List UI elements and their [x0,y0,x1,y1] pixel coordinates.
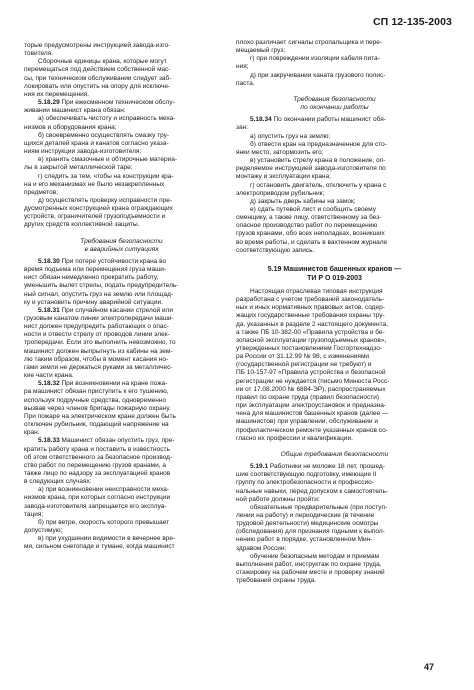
text-line [236,463,433,471]
line-text: Работники не моложе 18 лет, прошед- [268,463,385,471]
line-text: ПБ 10-157-97 «Правила устройства и безопасной [236,369,386,377]
clause-number: 5.18.33 [38,437,60,445]
text-line [236,410,433,418]
right-column [236,39,433,585]
text-line [24,42,219,50]
line-text: щихся деталей крана и канатов согласно указа- [24,139,169,147]
text-line [24,454,219,462]
text-line [24,494,219,502]
text-line [24,140,219,148]
subsection-title [24,238,219,246]
text-line [24,486,219,494]
text-line [236,198,433,206]
text-line [236,386,433,394]
line-text: янки место, затормозить его; [236,148,324,156]
text-line [236,182,433,190]
line-text: при эксплуатации электроустановок и предназна- [236,402,387,410]
line-text: Общие требования безопасности [280,450,389,458]
text-line [24,164,219,172]
line-text: тация; [24,510,44,518]
line-text: При возникновении на кране пожа- [59,380,168,388]
line-text: мещаемый груз; [236,47,286,55]
line-text: сменщику, а также лицу, ответственному за без- [236,214,382,222]
line-text: шие соответствующую подготовку, имеющие II [236,471,377,479]
text-line [236,337,433,345]
line-text: ной работе должны пройти: [236,495,320,503]
line-text: перемещаться под действием собственной мас- [24,66,171,74]
text-line [236,63,433,71]
text-line [24,478,219,486]
text-line [236,361,433,369]
line-text: здравом России; [236,544,287,552]
text-line [236,427,433,435]
text-line [236,288,433,296]
text-line [236,504,433,512]
text-line [24,181,219,189]
line-text: Настоящая отраслевая типовая инструкция [250,287,383,295]
text-line [236,353,433,361]
text-line [24,291,219,299]
text-line [24,503,219,511]
line-text: локировать или опустить на опору для исключе- [24,82,171,90]
line-text: ния; [236,63,249,71]
line-text: кратить работу крана и поставить в известность [24,445,170,453]
text-line [24,282,219,290]
text-line [236,214,433,222]
line-text: Требования безопасности [293,95,376,103]
line-text: д) при закручивании каната грузового полис- [250,71,386,79]
text-line [236,512,433,520]
text-line [236,116,433,124]
line-text: ку и установить причину аварийной ситуации. [24,298,163,306]
line-text: профилактическом ремонте указанных кранов со- [236,426,388,434]
line-text: плохо различает сигналы стропальщика и пере- [236,39,383,46]
text-line [236,304,433,312]
line-text: машинист должен выпрыгнуть из кабины на зем- [24,347,173,355]
line-text: гами земли не держаться руками за металличес- [24,363,173,371]
line-text: вызвав через членов бригады пожарную охрану. [24,404,171,412]
text-line [24,315,219,323]
text-line [24,413,219,421]
line-text: устройств, ограничителей грузоподъемности и [24,213,166,221]
line-text: грузовым канатом линии электропередачи маши- [24,315,174,322]
text-line [236,488,433,496]
text-line [24,307,219,315]
line-text: Машинист обязан опустить груз, пре- [59,437,175,445]
text-line [24,462,219,470]
line-text: При потере устойчивости крана во [59,257,167,265]
text-line [24,58,219,66]
text-line [236,569,433,577]
clause-number: 5.18.32 [38,380,60,388]
text-line [24,527,219,535]
line-text: требований охраны труда. [236,577,316,585]
text-line [24,535,219,543]
line-text: также лицо по надзору за эксплуатацией кранов [24,469,171,477]
line-text: обучение безопасным методам и приемам [250,552,379,560]
text-line [236,418,433,426]
line-text: отключен рубильник, подающий напряжение на [24,421,169,429]
text-line [236,173,433,181]
text-line [24,99,219,107]
line-text: е) сдать путевой лист и сообщить своему [250,205,376,213]
text-line [236,124,433,132]
line-text: низмов крана, при которых согласно инструкции [24,494,171,502]
text-line [24,519,219,527]
line-text: товителя. [24,50,54,58]
text-line [24,75,219,83]
text-line [236,528,433,536]
text-line [24,173,219,181]
text-line [236,239,433,247]
line-text: в) установить стрелу крана в положение, оп- [250,157,386,165]
line-text: регистрации не нуждается (письмо Минюста Росс- [236,377,390,385]
line-text: в следующих случаях: [24,478,92,486]
text-line [236,165,433,173]
line-text: зопасной эксплуатации грузоподъемных кранов», [236,336,387,344]
text-line [236,55,433,63]
line-text: да, указанных в разделе 2 настоящего документа, [236,320,388,328]
line-text: ния их перемещения. [24,90,90,98]
text-line [24,543,219,551]
text-line [236,39,433,47]
line-text: а также ПБ 10-382-00 «Правила устройства и бе- [236,328,385,336]
text-line [24,372,219,380]
text-line [236,435,433,443]
text-line [24,348,219,356]
line-text: г) остановить двигатель, отключить у крана с [250,181,387,189]
line-text: мя, сильном снегопаде и тумане, когда машинист [24,543,175,551]
line-text: б) при ветре, скорость которого превышает [38,518,170,526]
line-text: паста. [236,79,255,87]
text-line [236,394,433,402]
line-text: низмов и оборудования крана; [24,123,117,131]
line-text: машинистов) при управлении, обслуживании и [236,418,378,426]
line-text: уменьшить вылет стрелы, подать предупредитель- [24,282,179,290]
line-text: торые предусмотрены инструкцией завода-изго- [24,42,171,49]
line-text: гласно их профессии и квалификации. [236,434,353,442]
text-line [236,577,433,585]
line-text: а) при возникновении неисправности меха- [38,486,170,494]
line-text: сы, при техническом обслуживании следует заб- [24,74,172,82]
subsection-title [236,104,433,112]
text-line [24,421,219,429]
text-line [24,266,219,274]
line-text: грузов кранами, обо всех неполадках, возникших [236,230,385,238]
line-text: а) опустить груз на землю; [250,132,331,140]
line-text: При пожаре на электрическом кране должен быть [24,412,176,420]
line-text: предметов; [24,188,59,196]
line-text: электроприводом рубильник; [236,189,325,197]
text-line [236,133,433,141]
clause-number: 5.19.1 [250,463,269,471]
text-line [24,339,219,347]
line-text: При ежесменном техническом обслу- [59,99,175,107]
text-line [236,72,433,80]
line-text: тропередачи. Если это выполнить невозможно, то [24,339,176,347]
line-text: опасное производство работ по перемещению [236,222,378,230]
text-line [236,345,433,353]
line-text: правил по охране труда (правил безопасности) [236,393,380,401]
text-line [24,356,219,364]
text-line [24,299,219,307]
text-line [236,312,433,320]
line-text: утвержденных постановлением Госгортехнадзо- [236,345,383,352]
line-text: монтажу и эксплуатации крана; [236,173,331,181]
text-line [24,470,219,478]
text-line [24,50,219,58]
line-text: выполнения работ, инструктаж по охране труда, [236,560,382,568]
text-line [236,222,433,230]
line-text: ра машинист обязан приступить к его тушению, [24,388,169,396]
line-text: (государственной регистрации не требуют) и [236,361,372,369]
line-text: дусмотренных конструкцией крана ограждающих [24,205,173,213]
text-line [24,189,219,197]
text-line [24,205,219,213]
subsection-title [236,451,433,459]
text-line [24,429,219,437]
line-text: а) обеспечивать чистоту и исправность меха- [38,115,176,123]
clause-number: 5.18.29 [38,99,60,107]
text-line [236,206,433,214]
section-heading [236,274,433,283]
text-line [24,380,219,388]
text-line [24,446,219,454]
text-line [236,520,433,528]
text-line [24,323,219,331]
section-heading [236,265,433,274]
text-line [236,545,433,553]
line-text: трудовой деятельности) медицинские осмотры [236,520,379,528]
line-text: завода-изготовителя запрещается его эксплуа- [24,502,167,510]
line-text: д) осуществлять проверку исправности пре- [38,196,172,204]
text-line [236,80,433,88]
line-text: кие части крана. [24,372,74,380]
line-text: в аварийных ситуациях [84,245,159,253]
clause-number: 5.18.30 [38,257,60,265]
line-text: допустимую; [24,527,63,535]
left-column [24,42,219,552]
line-text: ТИ Р О 019-2003 [307,274,362,282]
text-line [236,190,433,198]
line-text: ределяемое инструкцией завода-изготовителя по [236,165,386,173]
text-line [236,247,433,255]
line-text: лении на работу) и периодические (в течение [236,511,375,519]
line-text: стажировку на рабочем месте и проверку знаний [236,569,385,577]
line-text: лы в закрытой металлической таре; [24,164,133,172]
line-text: Требования безопасности [80,237,163,245]
line-text: д) закрыть дверь кабины на замок; [250,197,356,205]
line-text: нальные навыки, перед допуском к самостоятель- [236,487,388,495]
line-text: на и его механизмах не было незакрепленных [24,180,165,188]
text-line [236,149,433,157]
text-line [24,331,219,339]
text-line [24,258,219,266]
line-text: жащих государственные требования охраны тру- [236,312,385,320]
line-text: ности и отвести стрелу от проводов линии элек- [24,331,170,339]
line-text: ный сигнал, опустить груз на землю или площад- [24,290,174,298]
line-text: Сборочные единицы крана, которые могут [38,58,167,66]
line-text: б) отвести кран на предназначенное для сто- [250,140,387,148]
text-line [24,397,219,405]
text-line [24,148,219,156]
text-line [236,329,433,337]
text-line [236,296,433,304]
text-line [236,141,433,149]
line-text: используя подручные средства, одновременно [24,396,167,404]
text-line [24,437,219,445]
text-line [24,115,219,123]
line-text: разработана с учетом требований законодатель- [236,296,385,304]
text-line [236,402,433,410]
text-line [24,91,219,99]
line-text: лю таким образом, чтобы в момент касания но- [24,355,169,363]
line-text: ии от 17.08.2000 № 6884-ЭР), распространяемых [236,385,386,393]
text-line [24,388,219,396]
text-line [24,511,219,519]
line-text: во время работы, и сделать в вахтенном журнале [236,238,388,246]
line-text: время подъема или перемещения груза маши- [24,266,167,274]
text-line [236,157,433,165]
text-line [24,405,219,413]
text-line [24,274,219,282]
line-text: г) следить за тем, чтобы на конструкции кра- [38,172,174,180]
text-line [236,536,433,544]
line-text: нист обязан немедленно прекратить работу, [24,274,159,282]
text-line [236,230,433,238]
line-text: ра России от 31.12.99 № 98, с изменениями [236,353,370,361]
line-text: По окончании работы машинист обя- [271,116,386,124]
line-text: кран. [24,429,40,437]
text-line [236,561,433,569]
text-line [24,66,219,74]
line-text: чена для машинистов башенных кранов (далее — [236,410,389,418]
line-text: ных и иных нормативных правовых актов, содер- [236,304,385,312]
line-text: в) хранить смазочные и обтирочные материа- [38,156,178,164]
line-text: группу по электробезопасности и профессио- [236,479,374,487]
line-text: по окончании работы [300,104,369,112]
text-line [24,107,219,115]
line-text: При случайном касании стрелой или [59,306,173,314]
text-line [236,471,433,479]
clause-number: 5.18.34 [250,116,272,124]
line-text: 5.19 Машинистов башенных кранов — [267,265,402,273]
text-line [236,47,433,55]
document-code: СП 12-135-2003 [373,16,452,28]
text-line [236,496,433,504]
line-text: соответствующую запись. [236,246,315,254]
text-line [236,479,433,487]
text-line [236,321,433,329]
line-text: обязательные предварительные (при поступ- [250,503,388,511]
text-line [24,156,219,164]
text-line [24,83,219,91]
line-text: живании машинист крана обязан: [24,107,126,115]
line-text: ниям инструкции завода-изготовителя; [24,148,142,156]
page-number: 47 [423,662,434,672]
text-line [24,213,219,221]
subsection-title [236,96,433,104]
line-text: (обследования) для признания годными к выпол- [236,528,385,536]
line-text: в) при ухудшении видимости в вечернее вре- [38,535,176,543]
line-text: ство работ по перемещению грузов кранами, а [24,461,166,469]
line-text: зан: [236,124,248,132]
clause-number: 5.18.31 [38,306,60,314]
text-line [236,553,433,561]
text-line [236,369,433,377]
text-line [24,124,219,132]
line-text: об этом ответственного за безопасное производ- [24,453,173,461]
line-text: других средств коллективной защиты. [24,221,140,229]
text-line [24,132,219,140]
text-line [24,197,219,205]
text-line [24,221,219,229]
line-text: г) при повреждении изоляции кабеля пита- [250,55,380,63]
line-text: б) своевременно осуществлять смазку тру- [38,131,170,139]
subsection-title [24,246,219,254]
text-line [236,378,433,386]
line-text: нению работ в порядке, установленном Мин- [236,536,373,544]
line-text: нист должен предупредить работающих о опас- [24,323,169,331]
text-line [24,364,219,372]
